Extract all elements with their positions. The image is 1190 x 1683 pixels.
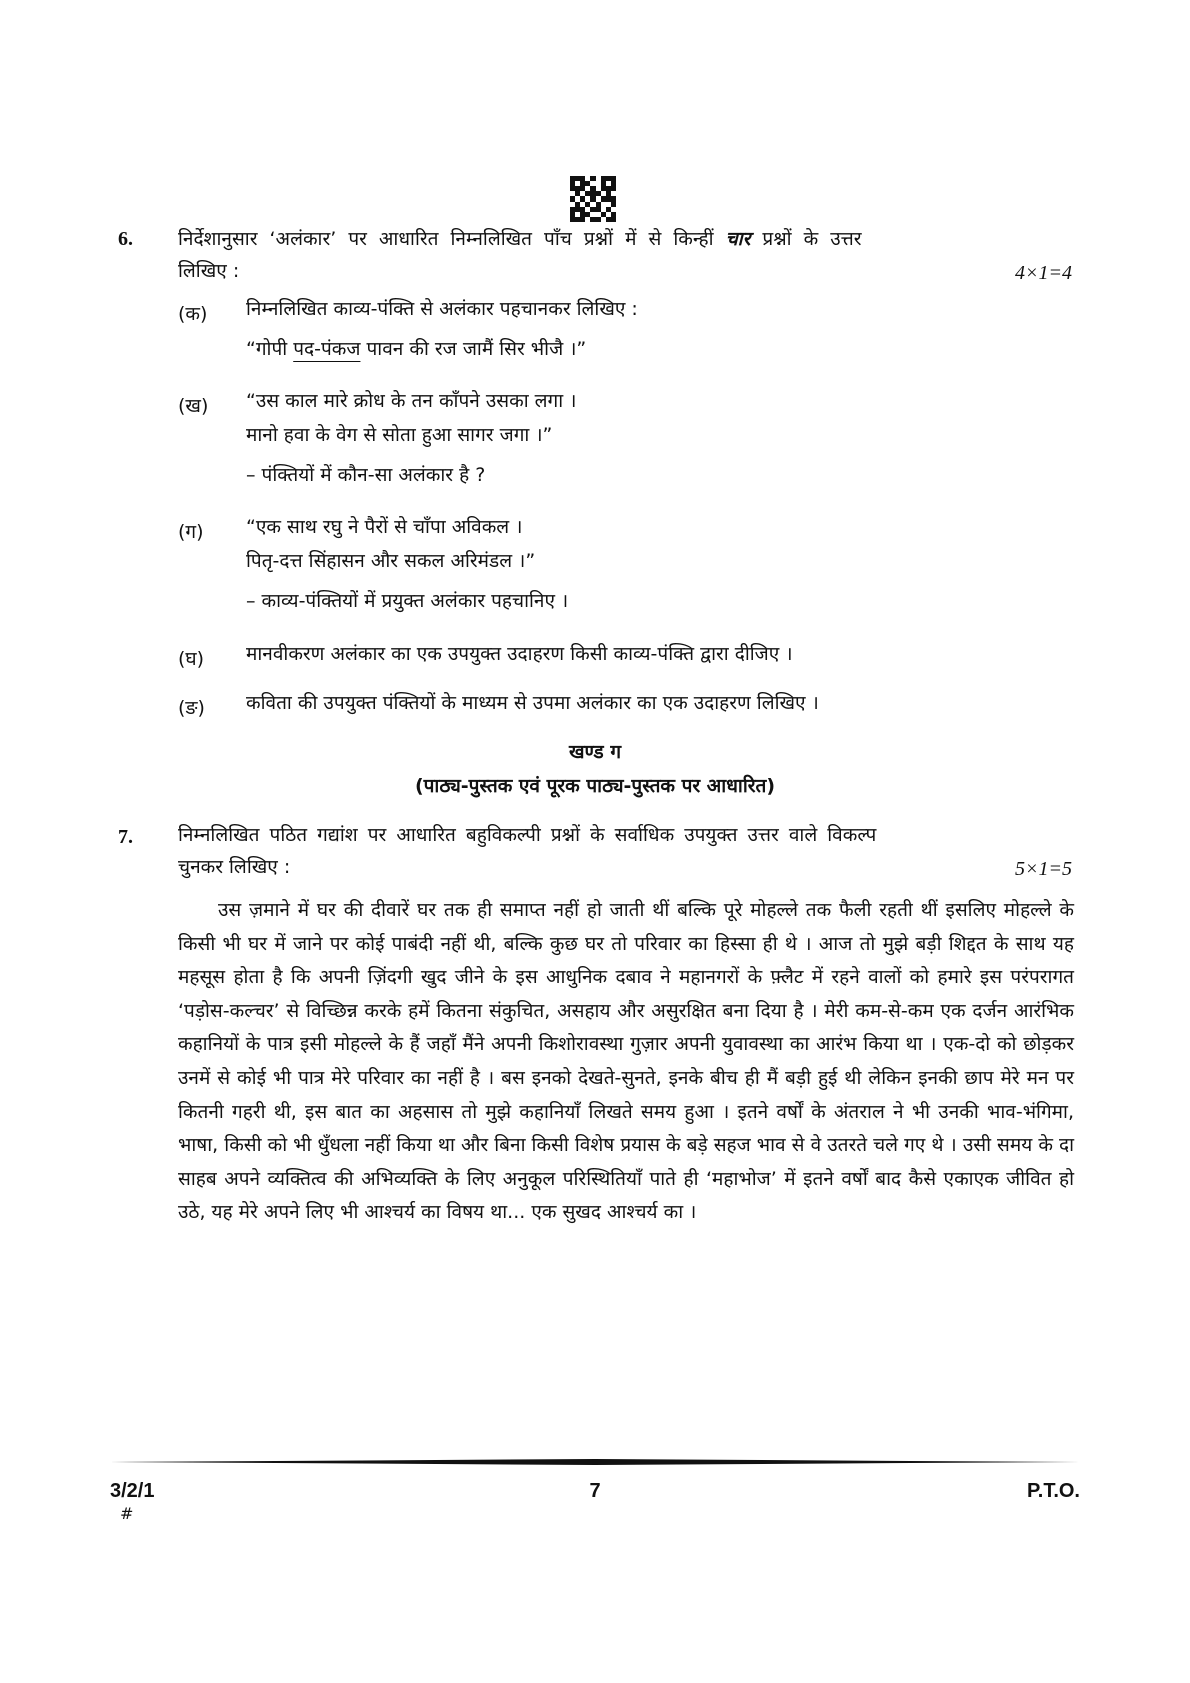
- quote-text: पावन की रज जामैं सिर भीजै ।”: [360, 338, 587, 360]
- passage-text: उस ज़माने में घर की दीवारें घर तक ही समाप्त नहीं हो जाती थीं बल्कि पूरे मोहल्ले तक फैली रहती थीं इसलिए मोहल्ले के किसी भी घर में जाने पर कोई पाबंदी नहीं थी, बल्कि कुछ घर तो परिवार का हिस्सा ही थे । आज तो मुझे बड़ी शिद्दत के साथ यह महसूस होता है कि अपनी ज़िंदगी खुद जीने के इस आधुनिक दबाव ने महानगरों के फ़्लैट में रहने वालों को हमारे इस परंपरागत ‘पड़ोस-कल्चर’ से विच्छिन्न करके हमें कितना संकुचित, असहाय और असुरक्षित बना दिया है । मेरी कम-से-कम एक दर्जन आरंभिक कहानियों के पात्र इसी मोहल्ले के हैं जहाँ मैंने अपनी किशोरावस्था गुज़ार अपनी युवावस्था का आरंभ किया था । एक-दो को छोड़कर उनमें से कोई भी पात्र मेरे परिवार का नहीं है । बस इनको देखते-सुनते, इनके बीच ही मैं बड़ी हुई थी लेकिन इनकी छाप मेरे मन पर कितनी गहरी थी, इस बात का अहसास तो मुझे कहानियाँ लिखते समय हुआ । इतने वर्षों के अंतराल ने भी उनकी भाव-भंगिमा, भाषा, किसी को भी धुँधला नहीं किया था और बिना किसी विशेष प्रयास के बड़े सहज भाव से वे उतरते चले गए थे । उसी समय के दा साहब अपने व्यक्तित्व की अभिव्यक्ति के लिए अनुकूल परिस्थितियाँ पाते ही ‘महाभोज’ में इतने वर्षों बाद कैसे एकाएक जीवित हो उठे, यह मेरे अपने लिए भी आश्चर्य का विषय था... एक सुखद आश्चर्य का ।: [178, 899, 1074, 1224]
- quote-underlined: पद-पंकज: [293, 338, 361, 360]
- quote-text: “गोपी: [246, 338, 294, 360]
- part-ga-line-3: – काव्य-पंक्तियों में प्रयुक्त अलंकार पहचानिए ।: [246, 590, 569, 612]
- please-turn-over: P.T.O.: [1027, 1480, 1080, 1502]
- question-7-marks: 5×1=5: [1015, 858, 1072, 880]
- part-ka-text: निम्नलिखित काव्य-पंक्ति से अलंकार पहचानकर लिखिए :: [246, 298, 638, 320]
- hash-mark: #: [120, 1504, 134, 1523]
- part-kha-label: (ख): [178, 395, 209, 417]
- page-number: 7: [589, 1480, 601, 1502]
- instruction-text: प्रश्नों के उत्तर: [750, 228, 862, 250]
- section-title: खण्ड ग: [568, 741, 622, 763]
- instruction-text: निर्देशानुसार ‘अलंकार’ पर आधारित निम्नलिखित पाँच प्रश्नों में से किन्हीं: [178, 228, 726, 250]
- question-7-number: 7.: [118, 826, 133, 848]
- part-ga-label: (ग): [178, 521, 204, 543]
- part-ka-label: (क): [178, 303, 208, 325]
- part-ka-quote: [246, 340, 586, 359]
- part-kha-line-3: – पंक्तियों में कौन-सा अलंकार है ?: [246, 464, 486, 486]
- question-6-instruction-line2: लिखिए :: [178, 260, 240, 282]
- part-gha-text: मानवीकरण अलंकार का एक उपयुक्त उदाहरण किसी काव्य-पंक्ति द्वारा दीजिए ।: [246, 643, 793, 665]
- footer-divider: [110, 1459, 1080, 1465]
- part-ga-line-1: “एक साथ रघु ने पैरों से चाँपा अविकल ।: [246, 516, 523, 538]
- section-subtitle: (पाठ्य-पुस्तक एवं पूरक पाठ्य-पुस्तक पर आधारित): [414, 775, 776, 797]
- instruction-emphasis: चार: [725, 228, 751, 250]
- question-6-marks: 4×1=4: [1015, 262, 1072, 284]
- question-6-number: 6.: [118, 228, 133, 250]
- part-gha-label: (घ): [178, 648, 205, 670]
- part-kha-line-2: मानो हवा के वेग से सोता हुआ सागर जगा ।”: [246, 424, 553, 446]
- question-7-instruction: निम्नलिखित पठित गद्यांश पर आधारित बहुविकल्पी प्रश्नों के सर्वाधिक उपयुक्त उत्तर वाले विकल्प: [178, 824, 877, 846]
- question-7-instruction-line2: चुनकर लिखिए :: [178, 856, 291, 878]
- part-nga-text: कविता की उपयुक्त पंक्तियों के माध्यम से उपमा अलंकार का एक उदाहरण लिखिए ।: [246, 692, 819, 714]
- paper-code: 3/2/1: [110, 1480, 155, 1502]
- qr-code-icon: [570, 176, 616, 222]
- part-kha-line-1: “उस काल मारे क्रोध के तन काँपने उसका लगा ।: [246, 390, 577, 412]
- question-6-instruction: [178, 230, 862, 249]
- passage: [178, 894, 1074, 1230]
- part-ga-line-2: पितृ-दत्त सिंहासन और सकल अरिमंडल ।”: [246, 550, 536, 572]
- part-nga-label: (ङ): [178, 697, 205, 719]
